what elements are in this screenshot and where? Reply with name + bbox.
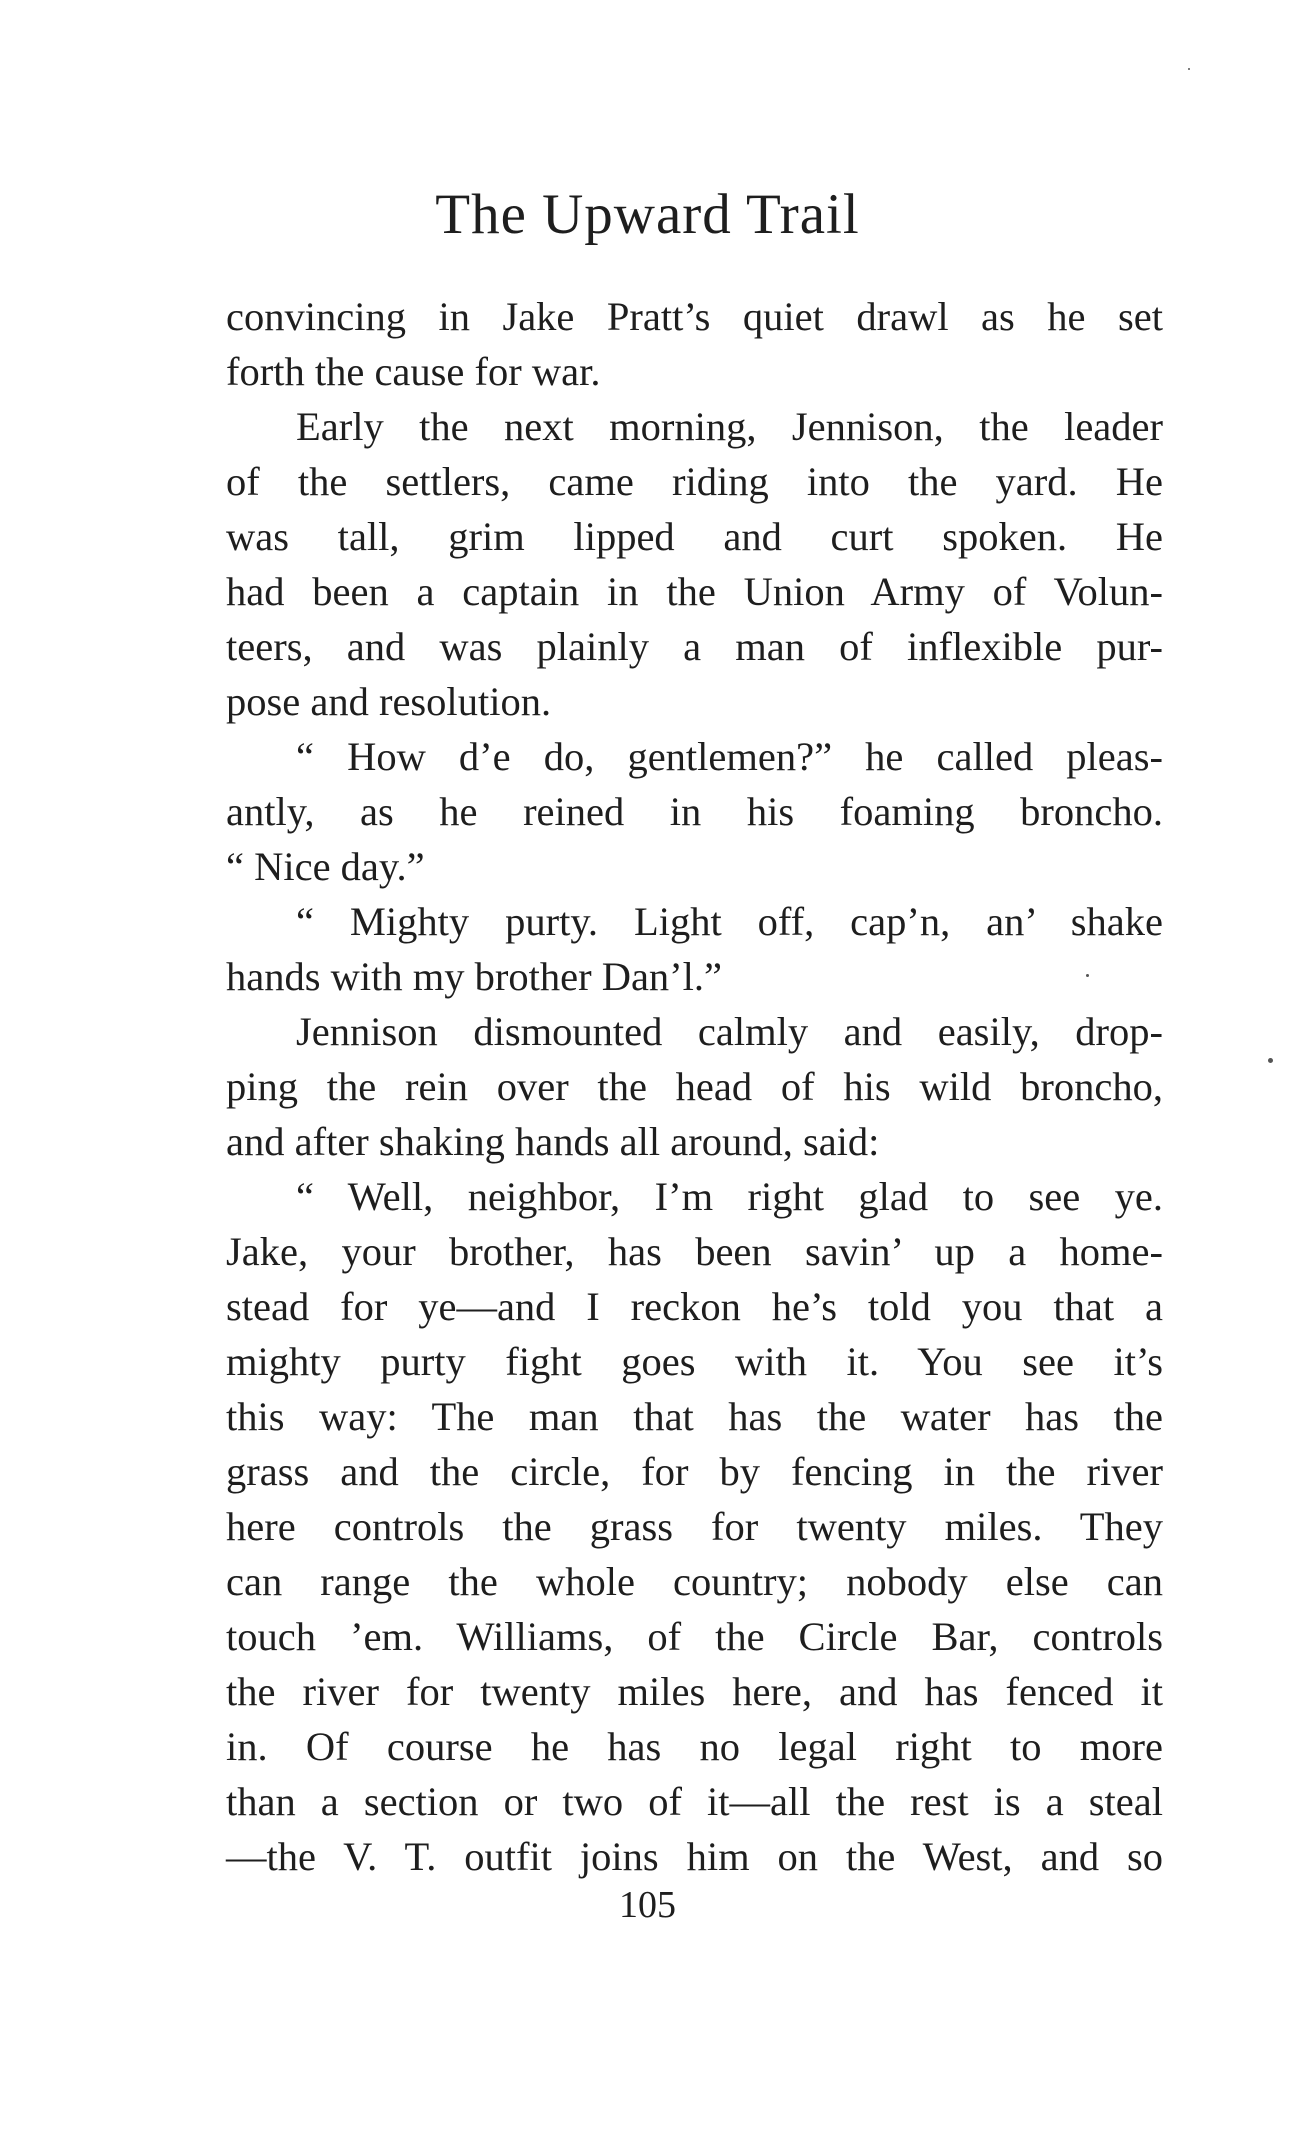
- text-line: Early the next morning, Jennison, the leader: [296, 404, 1163, 449]
- text-line: teers, and was plainly a man of inflexible pur-: [226, 624, 1163, 669]
- running-head-title: The Upward Trail: [435, 183, 860, 246]
- scan-speck: [1268, 1058, 1273, 1063]
- text-line: antly, as he reined in his foaming broncho.: [226, 789, 1163, 834]
- text-line: “ Mighty purty. Light off, cap’n, an’ shake: [296, 899, 1163, 944]
- text-line: the river for twenty miles here, and has fenced it: [226, 1669, 1163, 1714]
- page-number: 105: [619, 1884, 676, 1926]
- text-line: “ Nice day.”: [226, 844, 425, 889]
- text-line: had been a captain in the Union Army of Volun-: [226, 569, 1163, 614]
- text-line: “ Well, neighbor, I’m right glad to see ye.: [296, 1174, 1163, 1219]
- text-line: than a section or two of it—all the rest is a steal: [226, 1779, 1163, 1824]
- text-line: Jennison dismounted calmly and easily, drop-: [296, 1009, 1163, 1054]
- text-line: stead for ye—and I reckon he’s told you that a: [226, 1284, 1163, 1329]
- text-line: grass and the circle, for by fencing in the river: [226, 1449, 1163, 1494]
- text-line: ping the rein over the head of his wild broncho,: [226, 1064, 1163, 1109]
- text-line: and after shaking hands all around, said:: [226, 1119, 880, 1164]
- text-line: pose and resolution.: [226, 679, 552, 724]
- text-line: —the V. T. outfit joins him on the West, and so: [226, 1834, 1163, 1879]
- body-text: [226, 289, 1163, 1884]
- text-line: in. Of course he has no legal right to more: [226, 1724, 1163, 1769]
- text-line: “ How d’e do, gentlemen?” he called pleas-: [296, 734, 1163, 779]
- text-line: hands with my brother Dan’l.”: [226, 954, 723, 999]
- text-line: touch ’em. Williams, of the Circle Bar, controls: [226, 1614, 1163, 1659]
- text-line: forth the cause for war.: [226, 349, 601, 394]
- scan-speck: [1086, 974, 1089, 977]
- text-line: mighty purty fight goes with it. You see it’s: [226, 1339, 1163, 1384]
- text-line: this way: The man that has the water has the: [226, 1394, 1163, 1439]
- text-line: convincing in Jake Pratt’s quiet drawl as he set: [226, 294, 1163, 339]
- text-line: was tall, grim lipped and curt spoken. He: [226, 514, 1163, 559]
- scan-speck: [1188, 68, 1190, 70]
- text-line: Jake, your brother, has been savin’ up a home-: [226, 1229, 1163, 1274]
- text-line: here controls the grass for twenty miles. They: [226, 1504, 1163, 1549]
- text-line: can range the whole country; nobody else can: [226, 1559, 1163, 1604]
- text-line: of the settlers, came riding into the yard. He: [226, 459, 1163, 504]
